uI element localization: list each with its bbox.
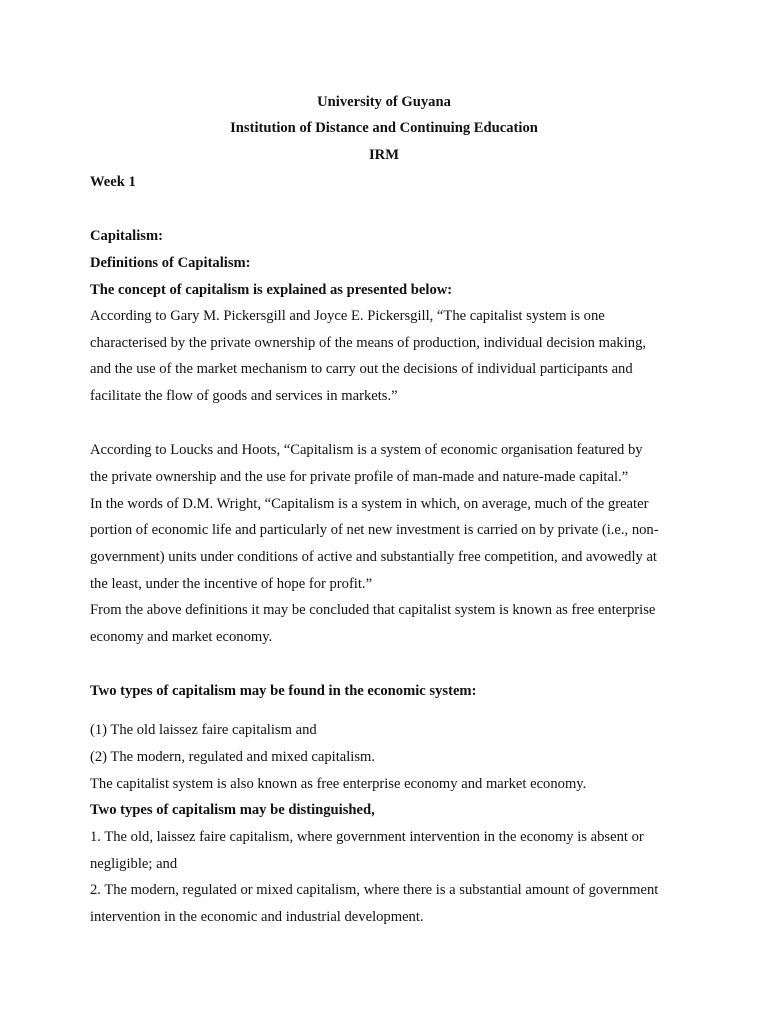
distinguished-line: intervention in the economic and industrial development. (90, 909, 424, 925)
loucks-line: the private ownership and the use for private profile of man-made and nature-made capital.” (90, 469, 629, 485)
types-heading: Two types of capitalism may be found in the economic system: (90, 683, 477, 699)
wright-line: the least, under the incentive of hope for profit.” (90, 576, 373, 592)
wright-line: government) units under conditions of active and substantially free competition, and avowedly at (90, 549, 657, 565)
pickersgill-line: According to Gary M. Pickersgill and Joyce E. Pickersgill, “The capitalist system is one (90, 308, 605, 324)
distinguished-line: 1. The old, laissez faire capitalism, where government intervention in the economy is absent or (90, 829, 644, 845)
also-known-text: The capitalist system is also known as free enterprise economy and market economy. (90, 776, 587, 792)
wright-line: In the words of D.M. Wright, “Capitalism is a system in which, on average, much of the greater (90, 496, 649, 512)
distinguished-line: 2. The modern, regulated or mixed capitalism, where there is a substantial amount of government (90, 882, 659, 898)
loucks-line: According to Loucks and Hoots, “Capitalism is a system of economic organisation featured by (90, 442, 643, 458)
wright-line: portion of economic life and particularly of net new investment is carried on by private (i.e., non- (90, 522, 659, 538)
week-label: Week 1 (90, 174, 136, 190)
conclusion-line: From the above definitions it may be concluded that capitalist system is known as free enterprise (90, 602, 656, 618)
pickersgill-line: and the use of the market mechanism to carry out the decisions of individual participants and (90, 361, 633, 377)
course-code: IRM (369, 147, 399, 163)
distinguished-heading: Two types of capitalism may be distinguished, (90, 802, 375, 818)
pickersgill-line: characterised by the private ownership of the means of production, individual decision making, (90, 335, 647, 351)
types-list-item: (1) The old laissez faire capitalism and (90, 722, 317, 738)
definitions-heading: Definitions of Capitalism: (90, 255, 251, 271)
distinguished-line: negligible; and (90, 856, 178, 872)
concept-intro-heading: The concept of capitalism is explained as presented below: (90, 282, 453, 298)
conclusion-line: economy and market economy. (90, 629, 273, 645)
types-list-item: (2) The modern, regulated and mixed capitalism. (90, 749, 376, 765)
topic-heading: Capitalism: (90, 228, 163, 244)
university-title: University of Guyana (317, 94, 451, 110)
institution-title: Institution of Distance and Continuing Education (230, 120, 538, 136)
pickersgill-line: facilitate the flow of goods and services in markets.” (90, 388, 398, 404)
